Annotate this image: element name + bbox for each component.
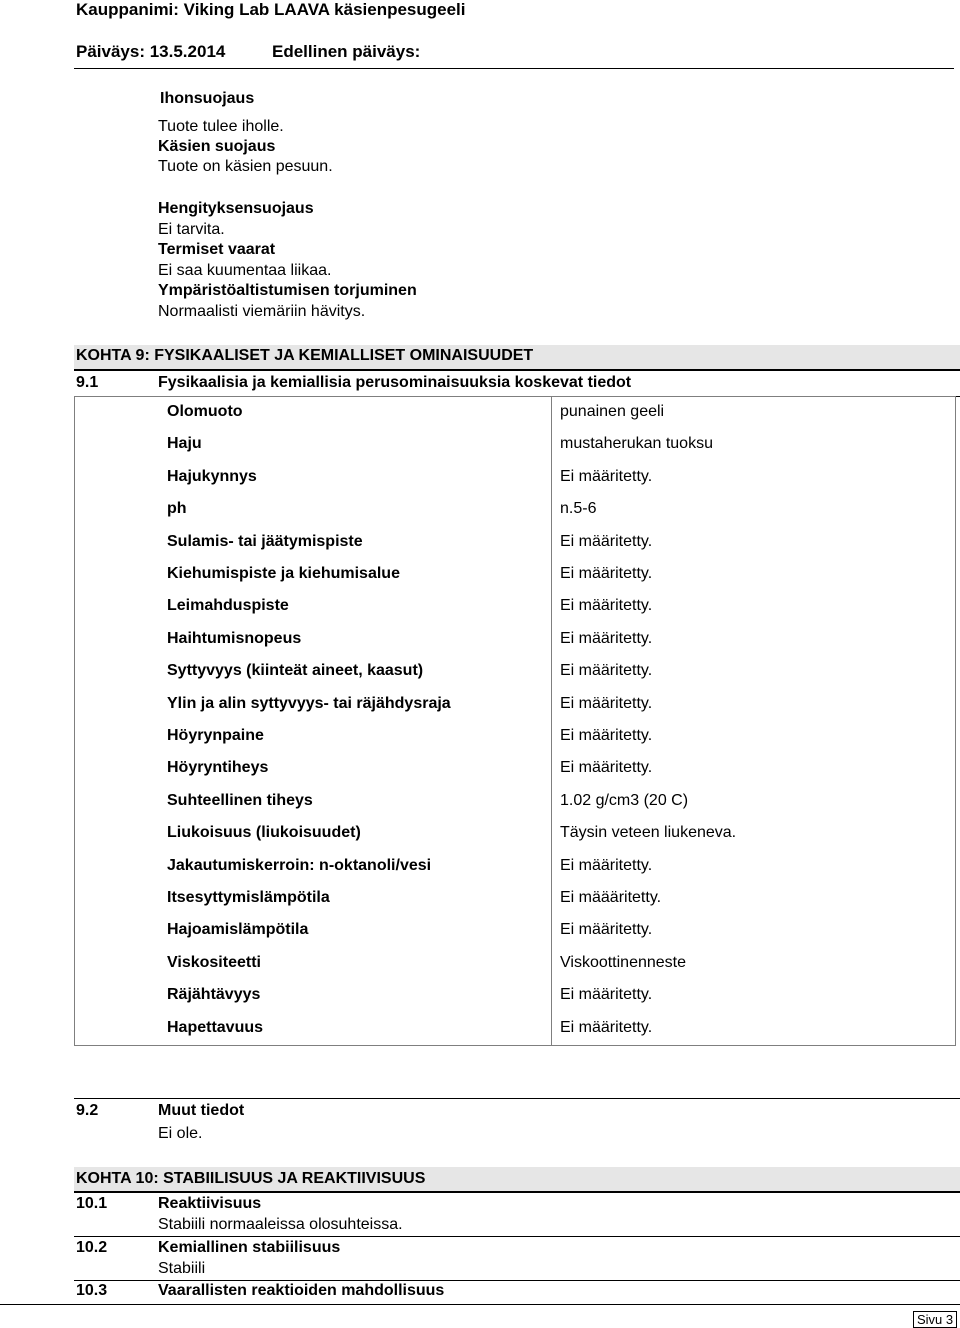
property-label: Haju bbox=[167, 435, 202, 452]
property-value: Ei määäritetty. bbox=[560, 889, 662, 906]
property-label: Hajoamislämpötila bbox=[167, 921, 309, 938]
property-label: Olomuoto bbox=[167, 403, 243, 420]
page-number: Sivu 3 bbox=[913, 1311, 957, 1328]
section9-1-number: 9.1 bbox=[76, 374, 99, 391]
property-label: ph bbox=[167, 500, 187, 517]
property-value: Ei määritetty. bbox=[560, 630, 653, 647]
property-label: Itsesyttymislämpötila bbox=[167, 889, 330, 906]
property-value: Viskoottinenneste bbox=[560, 954, 687, 971]
property-value: 1.02 g/cm3 (20 C) bbox=[560, 792, 689, 809]
section10-1-divider bbox=[74, 1236, 960, 1237]
section10-3-number: 10.3 bbox=[76, 1282, 108, 1299]
document-date: Päiväys: 13.5.2014 bbox=[76, 42, 226, 61]
property-value: Ei määritetty. bbox=[560, 597, 653, 614]
property-label: Höyrynpaine bbox=[167, 727, 264, 744]
footer-divider bbox=[0, 1304, 960, 1305]
property-label: Hajukynnys bbox=[167, 468, 257, 485]
property-value: Täysin veteen liukeneva. bbox=[560, 824, 737, 841]
section10-2-title: Kemiallinen stabiilisuus bbox=[158, 1239, 341, 1256]
previous-date-label: Edellinen päiväys: bbox=[272, 42, 421, 61]
property-value: Ei määritetty. bbox=[560, 565, 653, 582]
product-name: Kauppanimi: Viking Lab LAAVA käsienpesugeeli bbox=[76, 0, 466, 19]
property-label: Leimahduspiste bbox=[167, 597, 289, 614]
hand-protection-text: Tuote on käsien pesuun. bbox=[158, 158, 333, 175]
environmental-exposure-text: Normaalisti viemäriin hävitys. bbox=[158, 303, 366, 320]
properties-table bbox=[74, 396, 956, 1046]
section10-2-text: Stabiili bbox=[158, 1260, 206, 1277]
property-label: Räjähtävyys bbox=[167, 986, 261, 1003]
property-value: punainen geeli bbox=[560, 403, 665, 420]
section10-3-title: Vaarallisten reaktioiden mahdollisuus bbox=[158, 1282, 445, 1299]
respiratory-protection-text: Ei tarvita. bbox=[158, 221, 225, 238]
property-value: Ei määritetty. bbox=[560, 727, 653, 744]
section10-1-title: Reaktiivisuus bbox=[158, 1195, 262, 1212]
skin-protection-text: Tuote tulee iholle. bbox=[158, 118, 284, 135]
section9-2-divider bbox=[74, 1098, 960, 1099]
thermal-hazards-title: Termiset vaarat bbox=[158, 241, 276, 258]
property-value: Ei määritetty. bbox=[560, 468, 653, 485]
section10-2-divider bbox=[74, 1280, 960, 1281]
property-label: Viskositeetti bbox=[167, 954, 261, 971]
property-value: Ei määritetty. bbox=[560, 695, 653, 712]
header-divider bbox=[74, 68, 954, 69]
property-label: Hapettavuus bbox=[167, 1019, 264, 1036]
environmental-exposure-title: Ympäristöaltistumisen torjuminen bbox=[158, 282, 417, 299]
property-value: Ei määritetty. bbox=[560, 759, 653, 776]
section10-2-number: 10.2 bbox=[76, 1239, 108, 1256]
property-value: Ei määritetty. bbox=[560, 986, 653, 1003]
hand-protection-title: Käsien suojaus bbox=[158, 138, 276, 155]
property-label: Suhteellinen tiheys bbox=[167, 792, 313, 809]
property-value: Ei määritetty. bbox=[560, 921, 653, 938]
section10-1-text: Stabiili normaaleissa olosuhteissa. bbox=[158, 1216, 403, 1233]
thermal-hazards-text: Ei saa kuumentaa liikaa. bbox=[158, 262, 332, 279]
skin-protection-title: Ihonsuojaus bbox=[160, 90, 255, 107]
section9-2-text: Ei ole. bbox=[158, 1125, 203, 1142]
property-label: Kiehumispiste ja kiehumisalue bbox=[167, 565, 400, 582]
property-value: mustaherukan tuoksu bbox=[560, 435, 713, 452]
property-value: Ei määritetty. bbox=[560, 662, 653, 679]
property-label: Höyryntiheys bbox=[167, 759, 269, 776]
property-label: Syttyvyys (kiinteät aineet, kaasut) bbox=[167, 662, 424, 679]
properties-table-divider bbox=[551, 396, 552, 1046]
section9-2-number: 9.2 bbox=[76, 1102, 99, 1119]
section9-title: KOHTA 9: FYSIKAALISET JA KEMIALLISET OMINAISUUDET bbox=[76, 347, 534, 364]
section10-title: KOHTA 10: STABIILISUUS JA REAKTIIVISUUS bbox=[76, 1170, 426, 1187]
property-label: Liukoisuus (liukoisuudet) bbox=[167, 824, 361, 841]
property-label: Sulamis- tai jäätymispiste bbox=[167, 533, 363, 550]
property-label: Ylin ja alin syttyvyys- tai räjähdysraja bbox=[167, 695, 451, 712]
section9-2-title: Muut tiedot bbox=[158, 1102, 245, 1119]
section10-1-number: 10.1 bbox=[76, 1195, 108, 1212]
section10-divider bbox=[74, 1191, 960, 1193]
property-value: Ei määritetty. bbox=[560, 857, 653, 874]
section9-divider bbox=[74, 369, 960, 371]
section9-1-title: Fysikaalisia ja kemiallisia perusominaisuuksia koskevat tiedot bbox=[158, 374, 632, 391]
property-label: Jakautumiskerroin: n-oktanoli/vesi bbox=[167, 857, 432, 874]
property-value: n.5-6 bbox=[560, 500, 597, 517]
property-label: Haihtumisnopeus bbox=[167, 630, 302, 647]
property-value: Ei määritetty. bbox=[560, 533, 653, 550]
property-value: Ei määritetty. bbox=[560, 1019, 653, 1036]
respiratory-protection-title: Hengityksensuojaus bbox=[158, 200, 314, 217]
